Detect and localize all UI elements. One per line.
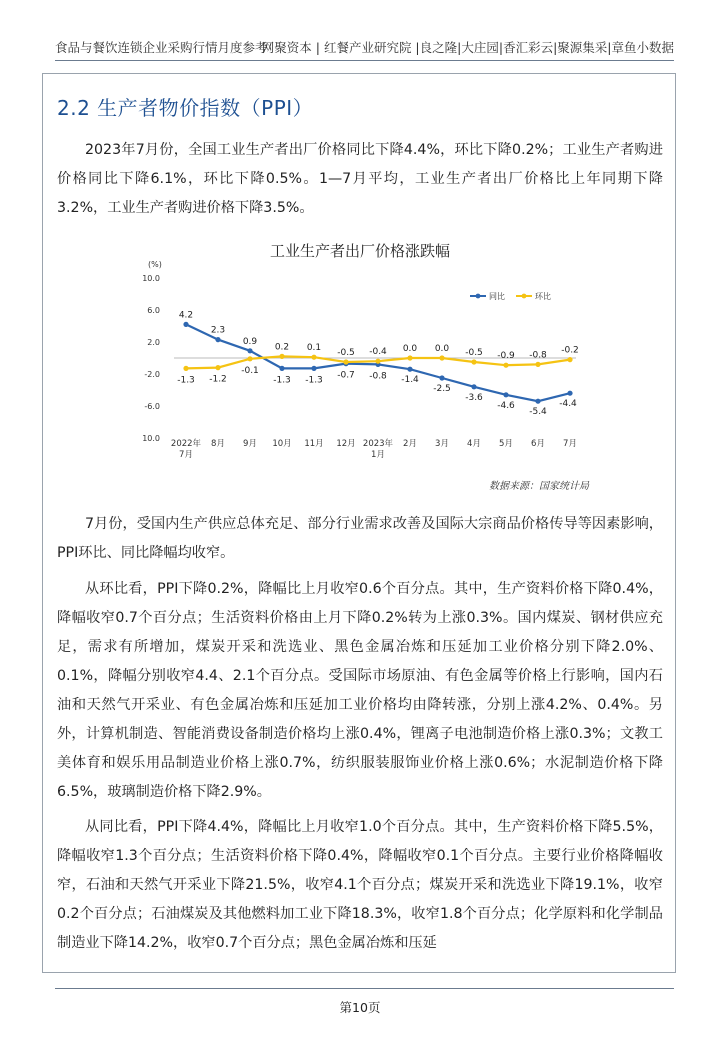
y-axis-unit: (%) xyxy=(148,260,162,269)
mom-value-label: 0.0 xyxy=(402,344,418,354)
series-mom-point xyxy=(183,366,188,371)
yoy-value-label: -3.6 xyxy=(465,392,483,403)
header-partners: 网聚资本 | 红餐产业研究院 |良之隆|大庄园|香汇彩云|聚源集采|章鱼小数据 xyxy=(261,40,674,55)
yoy-value-label: -1.3 xyxy=(273,375,291,386)
y-tick-label: -2.0 xyxy=(144,370,160,379)
yoy-value-label: -5.4 xyxy=(529,407,547,418)
x-tick-label: 10月 xyxy=(272,439,292,449)
yoy-value-label: -0.7 xyxy=(337,370,355,381)
series-mom-point xyxy=(567,357,572,362)
mom-value-label: 0.2 xyxy=(274,342,290,353)
paragraph-month-on-month: 从环比看，PPI下降0.2%，降幅比上月收窄0.6个百分点。其中，生产资料价格下降0.4%，降幅收窄0.7个百分点；生活资料价格由上月下降0.2%转为上涨0.3%。国内煤炭、钢材供应充足，需求有所增加，煤炭开采和洗选业、黑色金属冶炼和压延加工业价格分别下降2.0%、0.1%，降幅分别收窄4.4、2.1个百分点。受国际市场原油、有色金属等价格上行影响，国内石油和天然气开采业、有色金属冶炼和压延加工业价格均由降转涨，分别上涨4.2%、0.4%。另外，计算机制造、智能消费设备制造价格均上涨0.4%，锂离子电池制造价格上涨0.3%；文教工美体育和娱乐用品制造业价格上涨0.7%，纺织服装服饰业价格上涨0.6%；水泥制造价格下降6.5%，玻璃制造价格下降2.9%。 xyxy=(57,581,663,800)
page-number: 第10页 xyxy=(339,1000,381,1015)
series-yoy-point xyxy=(471,384,476,389)
x-tick-label: 3月 xyxy=(435,439,449,449)
x-tick-label: 7月 xyxy=(179,450,193,460)
y-tick-label: 2.0 xyxy=(147,338,160,347)
mom-value-label: -0.5 xyxy=(465,348,483,358)
mom-value-label: -0.1 xyxy=(241,365,259,376)
series-mom-point xyxy=(535,362,540,367)
yoy-value-label: -1.3 xyxy=(305,375,323,386)
mom-value-label: -0.8 xyxy=(529,350,547,361)
series-yoy-point xyxy=(503,392,508,397)
x-tick-label: 4月 xyxy=(467,439,481,449)
series-mom-point xyxy=(407,355,412,360)
yoy-value-label: -4.4 xyxy=(559,399,577,410)
mom-value-label: -0.9 xyxy=(497,351,515,362)
yoy-value-label: -0.8 xyxy=(369,371,387,382)
series-yoy-point xyxy=(183,322,188,327)
yoy-value-label: -1.4 xyxy=(401,375,419,386)
x-tick-label: 5月 xyxy=(499,439,513,449)
series-mom-point xyxy=(215,365,220,370)
series-yoy-point xyxy=(215,337,220,342)
legend-mom-marker xyxy=(522,294,527,299)
legend-yoy-label: 同比 xyxy=(489,292,505,301)
series-mom-point xyxy=(503,363,508,368)
series-yoy-point xyxy=(567,391,572,396)
section-title: 2.2 生产者物价指数（PPI） xyxy=(57,96,314,120)
y-tick-label: 10.0 xyxy=(142,434,160,443)
series-yoy-point xyxy=(407,367,412,372)
ppi-line-chart xyxy=(130,258,600,468)
series-yoy-point xyxy=(535,399,540,404)
mom-value-label: 0.0 xyxy=(434,344,450,354)
series-mom-point xyxy=(311,355,316,360)
paragraph-year-on-year: 从同比看，PPI下降4.4%，降幅比上月收窄1.0个百分点。其中，生产资料价格下降5.5%，降幅收窄1.3个百分点；生活资料价格下降0.4%，降幅收窄0.1个百分点。主要行业价格降幅收窄，石油和天然气开采业下降21.5%，收窄4.1个百分点；煤炭开采和洗选业下降19.1%，收窄0.2个百分点；石油煤炭及其他燃料加工业下降18.3%，收窄1.8个百分点；化学原料和化学制品制造业下降14.2%，收窄0.7个百分点；黑色金属冶炼和压延 xyxy=(57,819,663,951)
footer-divider xyxy=(55,988,674,989)
series-mom-point xyxy=(439,355,444,360)
y-tick-label: -6.0 xyxy=(144,402,160,411)
series-mom-point xyxy=(247,356,252,361)
x-tick-label: 9月 xyxy=(243,439,257,449)
mom-value-label: -0.5 xyxy=(337,348,355,358)
series-yoy-point xyxy=(439,375,444,380)
series-yoy-point xyxy=(311,366,316,371)
series-mom-point xyxy=(375,359,380,364)
yoy-value-label: 2.3 xyxy=(210,325,226,336)
x-tick-label: 1月 xyxy=(371,450,385,460)
x-tick-label: 6月 xyxy=(531,439,545,449)
yoy-value-label: 4.2 xyxy=(178,310,194,321)
series-yoy-point xyxy=(279,366,284,371)
x-tick-label: 2022年 xyxy=(170,439,202,449)
x-tick-label: 2月 xyxy=(403,439,417,449)
chart-source: 数据来源：国家统计局 xyxy=(489,481,589,492)
chart-title: 工业生产者出厂价格涨跌幅 xyxy=(269,242,450,260)
series-yoy-point xyxy=(247,348,252,353)
header-divider xyxy=(55,60,674,61)
mom-value-label: -0.4 xyxy=(369,347,387,358)
legend-yoy-marker xyxy=(476,294,481,299)
x-tick-label: 7月 xyxy=(563,439,577,449)
mom-value-label: -0.2 xyxy=(561,345,579,356)
mom-value-label: -1.3 xyxy=(177,375,195,386)
yoy-value-label: -2.5 xyxy=(433,384,451,394)
header-report-title: 食品与餐饮连锁企业采购行情月度参考 xyxy=(55,40,268,55)
x-tick-label: 2023年 xyxy=(362,439,394,449)
legend-mom-label: 环比 xyxy=(535,292,551,301)
yoy-value-label: -4.6 xyxy=(497,400,515,411)
y-tick-label: 6.0 xyxy=(147,306,160,315)
mom-value-label: -1.2 xyxy=(209,374,227,385)
x-tick-label: 8月 xyxy=(211,439,225,449)
page-header xyxy=(0,0,720,62)
paragraph-summary: 2023年7月份，全国工业生产者出厂价格同比下降4.4%，环比下降0.2%；工业生产者购进价格同比下降6.1%，环比下降0.5%。1—7月平均，工业生产者出厂价格比上年同期下降3.2%，工业生产者购进价格下降3.5%。 xyxy=(57,142,663,216)
y-tick-label: 10.0 xyxy=(142,274,160,283)
x-tick-label: 12月 xyxy=(336,439,356,449)
paragraph-overview: 7月份，受国内生产供应总体充足、部分行业需求改善及国际大宗商品价格传导等因素影响，PPI环比、同比降幅均收窄。 xyxy=(57,516,663,561)
series-mom-point xyxy=(343,359,348,364)
x-tick-label: 11月 xyxy=(304,439,324,449)
series-mom-point xyxy=(279,354,284,359)
yoy-value-label: 0.9 xyxy=(242,336,258,347)
mom-value-label: 0.1 xyxy=(306,343,322,354)
series-mom-point xyxy=(471,359,476,364)
